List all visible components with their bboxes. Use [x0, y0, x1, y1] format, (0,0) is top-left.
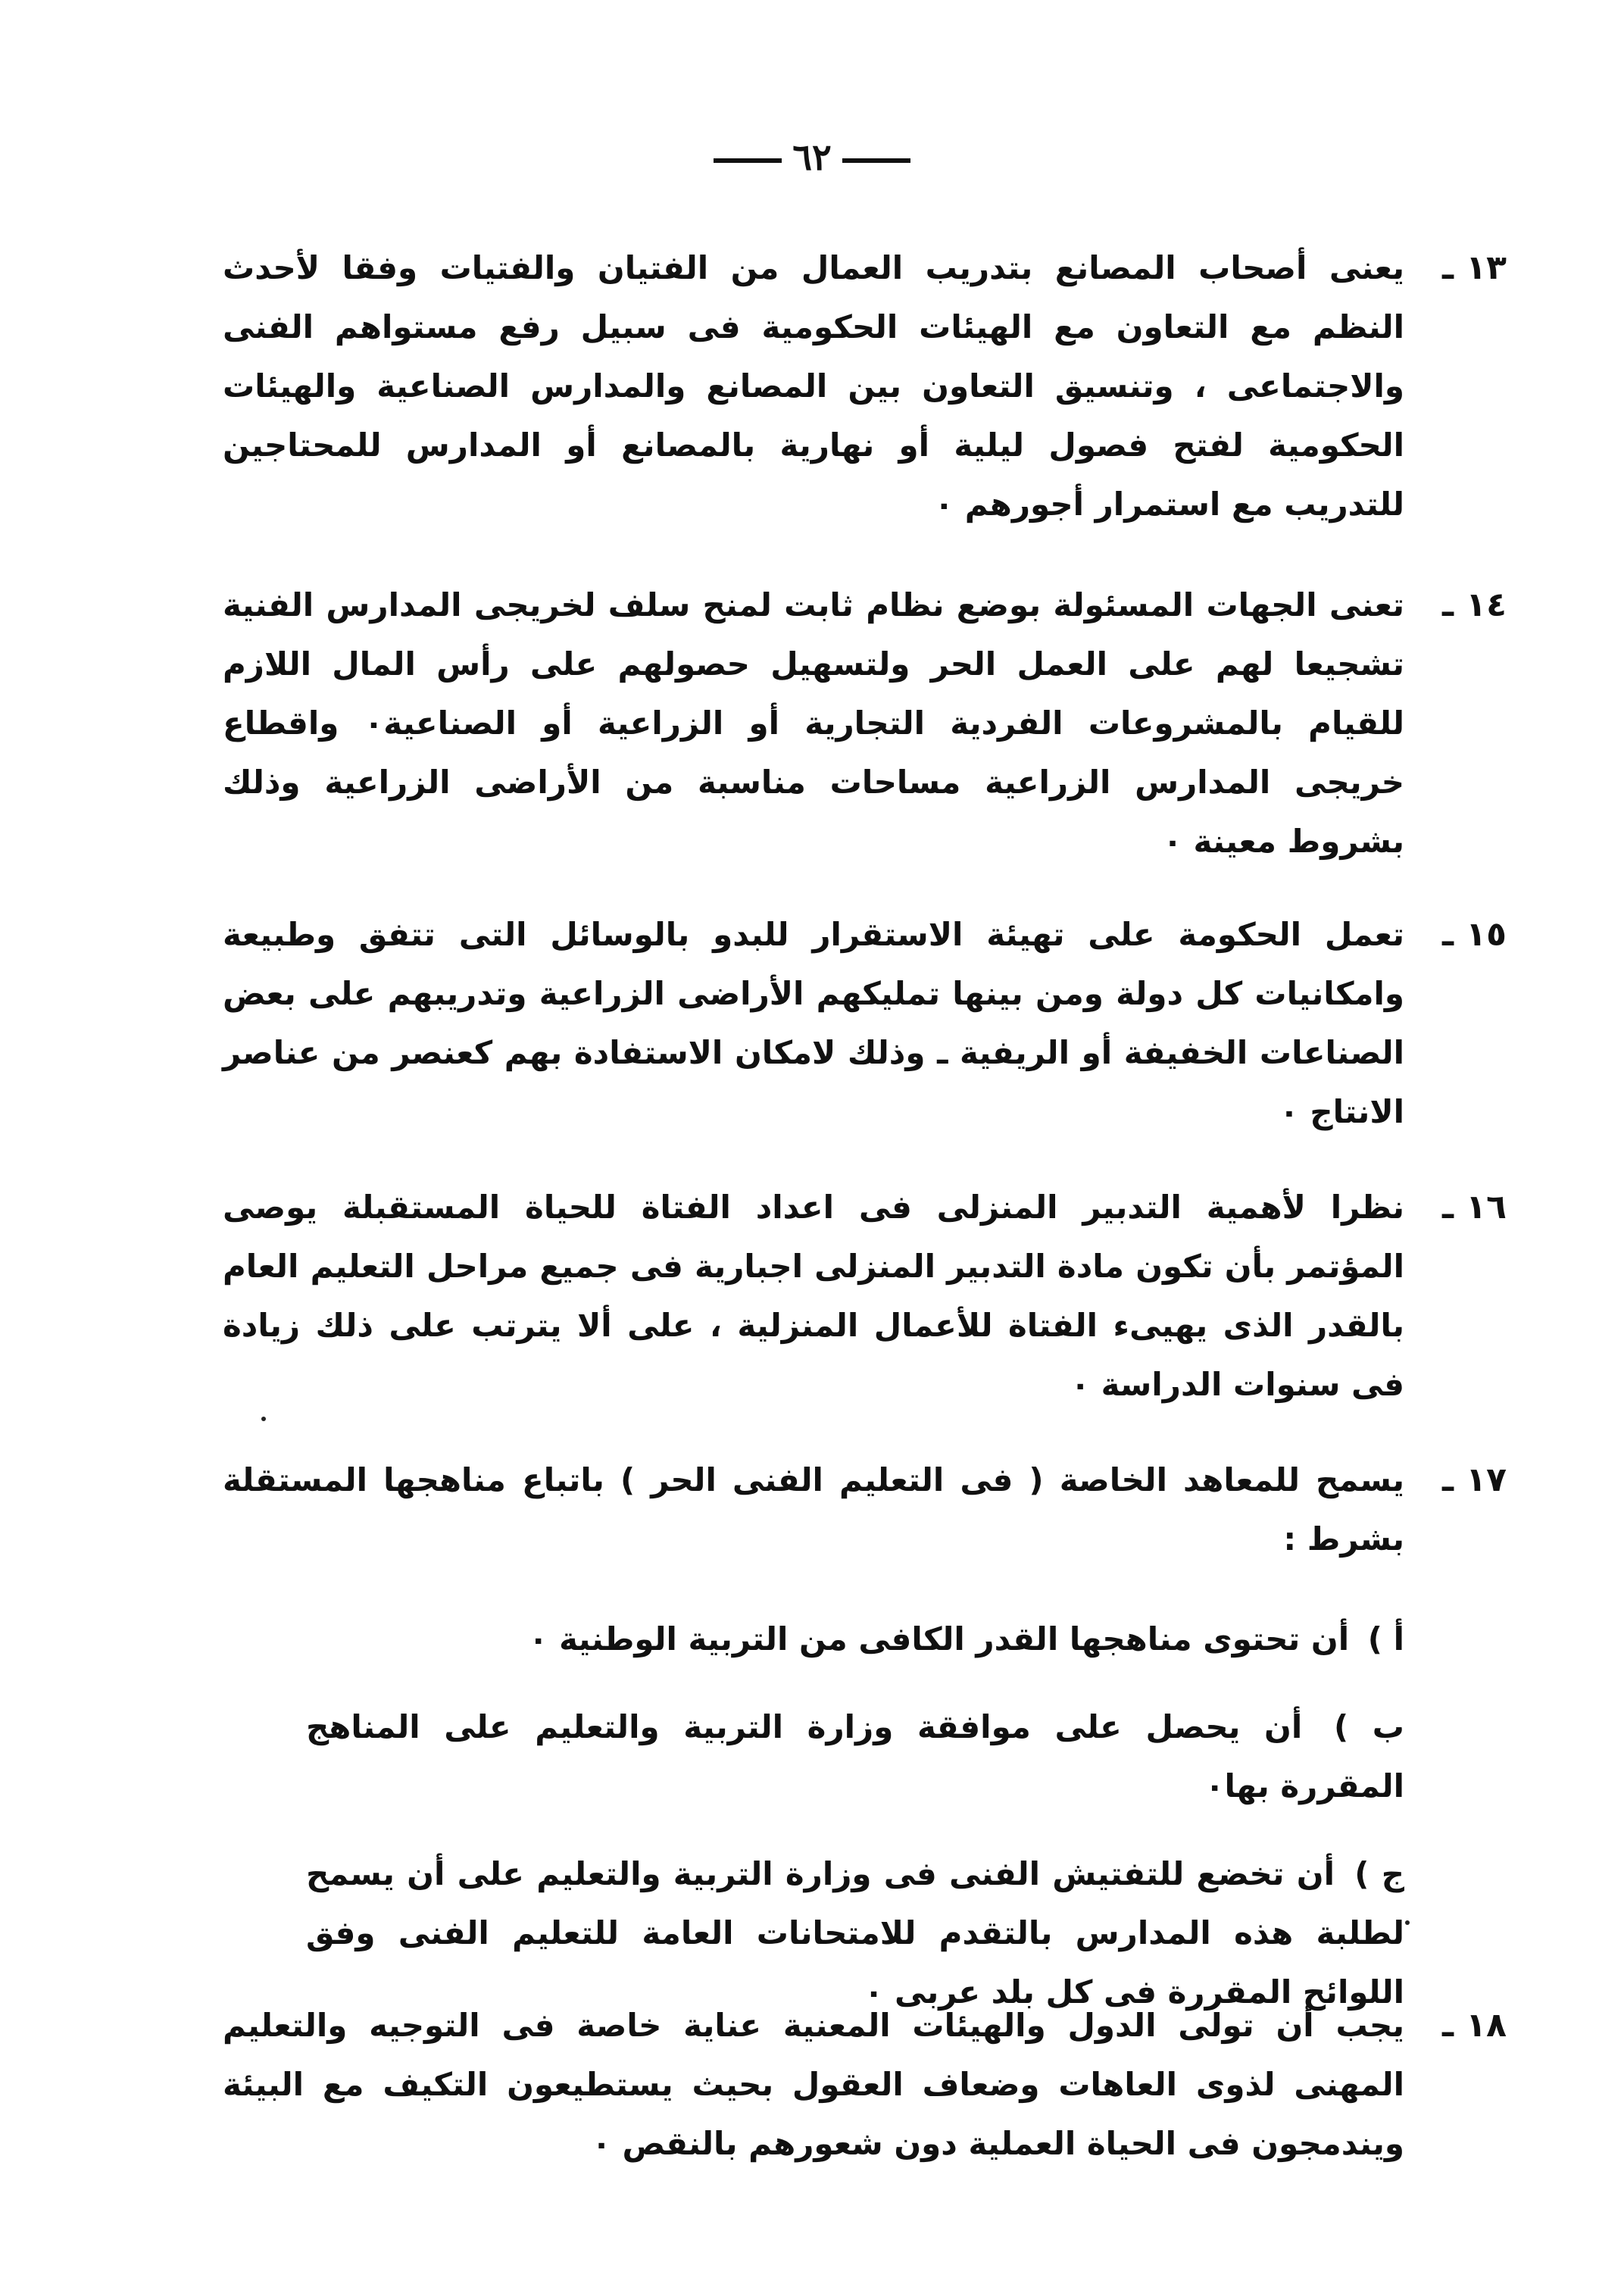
item-text: يسمح للمعاهد الخاصة ( فى التعليم الفنى الحر ) باتباع مناهجها المستقلة بشرط : [223, 1461, 1404, 1558]
item-17-subitems [306, 1610, 1404, 2051]
page-number-dash-right [842, 158, 910, 163]
subitem-label: أ ) [1367, 1620, 1404, 1658]
subitem-b [306, 1698, 1404, 1816]
item-text: نظرا لأهمية التدبير المنزلى فى اعداد الفتاة للحياة المستقبلة يوصى المؤتمر بأن تكون مادة التدبير المنزلى اجبارية فى جميع مراحل التعليم العام بالقدر الذى يهيىء الفتاة للأعمال المنزلية ، على ألا يترتب على ذلك زيادة فى سنوات الدراسة ٠ [223, 1189, 1404, 1403]
item-text: تعمل الحكومة على تهيئة الاستقرار للبدو بالوسائل التى تتفق وطبيعة وامكانيات كل دولة ومن بينها تمليكهم الأراضى الزراعية وتدريبهم على بعض الصناعات الخفيفة أو الريفية ـ وذلك لامكان الاستفادة بهم كعنصر من عناصر الانتاج ٠ [223, 916, 1404, 1130]
subitem-text: أن يحصل على موافقة وزارة التربية والتعليم على المناهج المقررة بها٠ [306, 1708, 1404, 1804]
subitem-text: أن تحتوى مناهجها القدر الكافى من التربية الوطنية ٠ [528, 1620, 1350, 1658]
item-text: تعنى الجهات المسئولة بوضع نظام ثابت لمنح سلف لخريجى المدارس الفنية تشجيعا لهم على العمل الحر ولتسهيل حصولهم على رأس المال اللازم للقيام بالمشروعات الفردية التجارية أو الزراعية أو الصناعية٠ واقطاع خريجى المدارس الزراعية مساحات مناسبة من الأراضى الزراعية وذلك بشروط معينة ٠ [223, 586, 1405, 860]
item-13 [223, 239, 1507, 534]
item-number: ١٣ـ [1404, 239, 1507, 298]
item-number-text: ١٣ [1466, 248, 1507, 287]
item-number-text: ١٧ [1466, 1461, 1507, 1499]
scan-speck [261, 1417, 266, 1421]
item-number: ١٤ـ [1404, 576, 1507, 635]
item-text: يعنى أصحاب المصانع بتدريب العمال من الفتيان والفتيات وفقا لأحدث النظم مع التعاون مع الهيئات الحكومية فى سبيل رفع مستواهم الفنى والاجتماعى ، وتنسيق التعاون بين المصانع والمدارس الصناعية والهيئات الحكومية لفتح فصول ليلية أو نهارية بالمصانع أو المدارس للمحتاجين للتدريب مع استمرار أجورهم ٠ [223, 249, 1404, 523]
subitem-label: ب ) [1333, 1708, 1404, 1745]
subitem-c [306, 1845, 1404, 2022]
page-number-dash-left [714, 158, 782, 163]
item-text: يجب أن تولى الدول والهيئات المعنية عناية خاصة فى التوجيه والتعليم المهنى لذوى العاهات وضعاف العقول بحيث يستطيعون التكيف مع البيئة ويندمجون فى الحياة العملية دون شعورهم بالنقص ٠ [223, 2007, 1404, 2162]
subitem-a [306, 1610, 1404, 1669]
item-number-text: ١٦ [1466, 1188, 1507, 1226]
item-number-text: ١٤ [1466, 586, 1507, 624]
item-number: ١٧ـ [1404, 1451, 1507, 1510]
item-17 [223, 1451, 1507, 1569]
item-number: ١٥ـ [1404, 905, 1507, 964]
subitem-text: أن تخضع للتفتيش الفنى فى وزارة التربية والتعليم على أن يسمح لطلبة هذه المدارس بالتقدم للامتحانات العامة للتعليم الفنى وفق اللوائح المقررة فى كل بلد عربى ٠ [306, 1855, 1404, 2011]
item-number: ١٦ـ [1404, 1178, 1507, 1237]
item-14 [223, 576, 1507, 871]
item-16 [223, 1178, 1507, 1414]
page-number-text: ٦٢ [792, 136, 832, 179]
item-18 [223, 1996, 1507, 2173]
page-number [0, 136, 1624, 179]
item-15 [223, 905, 1507, 1142]
item-number: ١٨ـ [1404, 1996, 1507, 2055]
subitem-label: ج ) [1354, 1855, 1404, 1892]
item-number-text: ١٥ [1466, 915, 1507, 954]
scan-speck [1405, 1920, 1410, 1925]
item-number-text: ١٨ [1466, 2006, 1507, 2045]
